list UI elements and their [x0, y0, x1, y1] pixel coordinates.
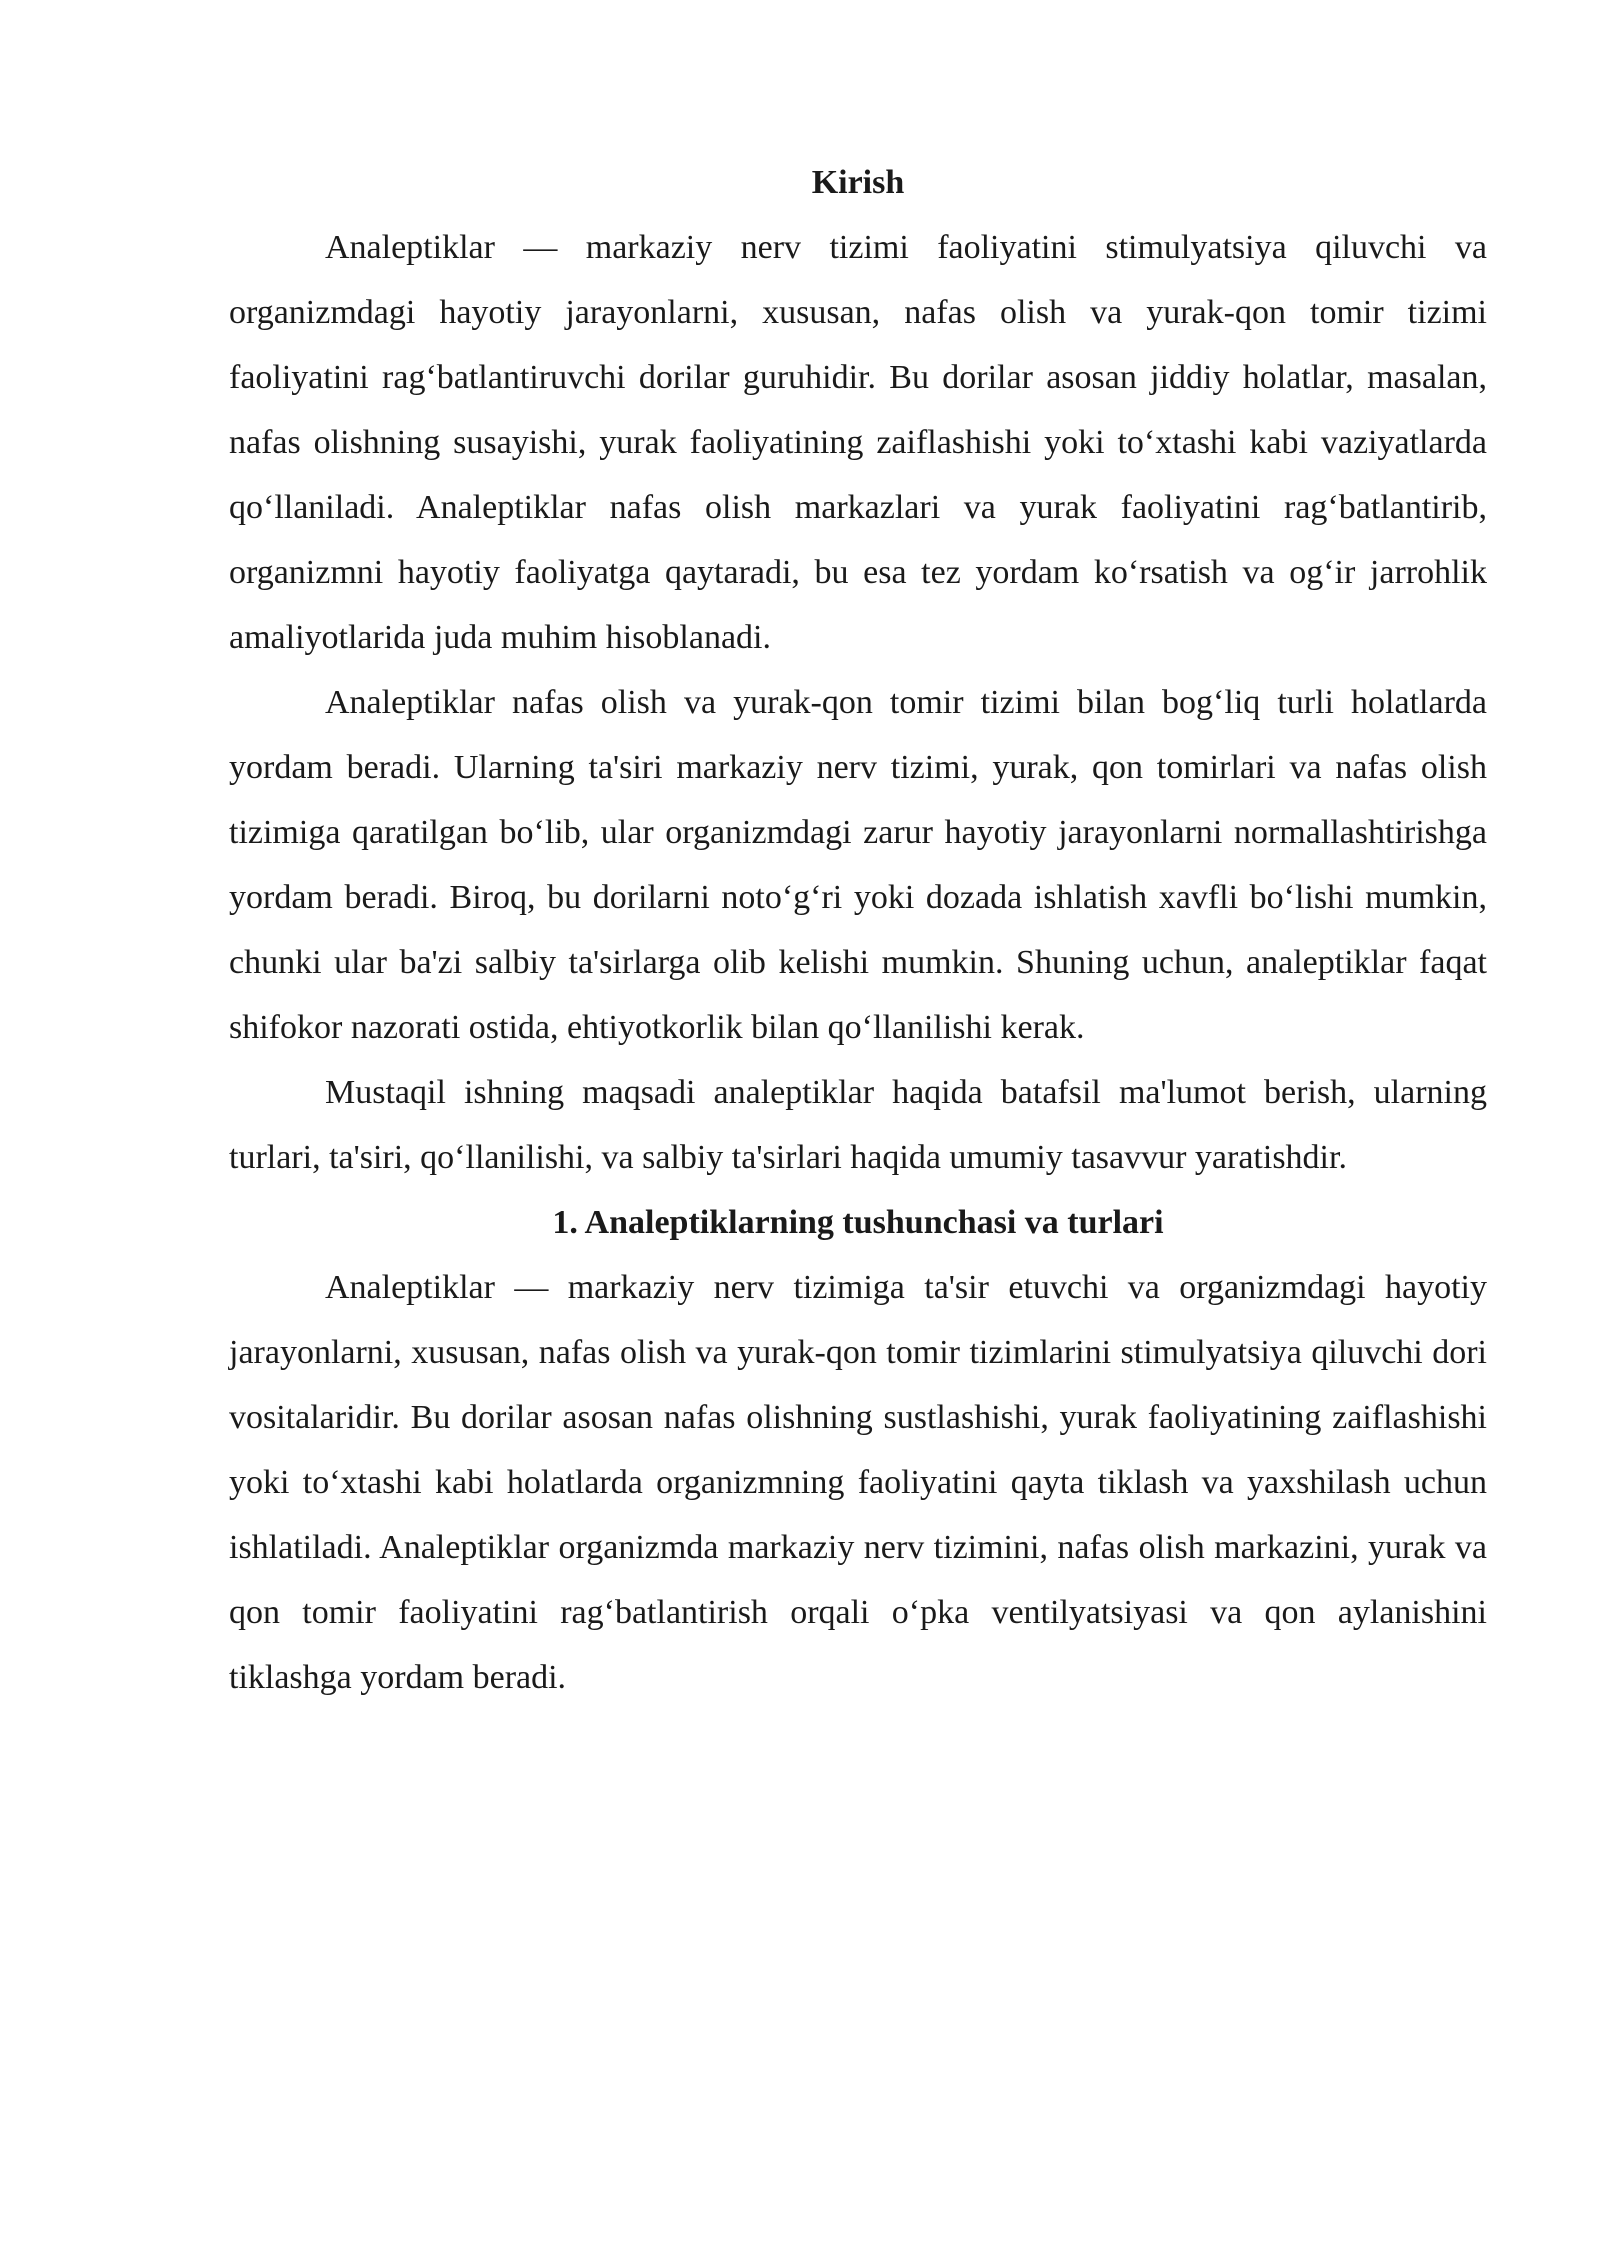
section-1-heading: 1. Analeptiklarning tushunchasi va turlari [552, 1204, 1164, 1241]
intro-paragraph: Analeptiklar nafas olish va yurak-qon tomir tizimi bilan bog‘liq turli holatlarda yordam beradi. Ularning ta'siri markaziy nerv tizimi, yurak, qon tomirlari va nafas olish tizimiga qaratilgan bo‘lib, ular organizmdagi zarur hayotiy jarayonlarni normallashtirishga yordam beradi. Biroq, bu dorilarni noto‘g‘ri yoki dozada ishlatish xavfli bo‘lishi mumkin, chunki ular ba'zi salbiy ta'sirlarga olib kelishi mumkin. Shuning uchun, analeptiklar faqat shifokor nazorati ostida, ehtiyotkorlik bilan qo‘llanilishi kerak. [229, 684, 1487, 1046]
intro-heading: Kirish [811, 164, 905, 201]
section-1-paragraph: Analeptiklar — markaziy nerv tizimiga ta'sir etuvchi va organizmdagi hayotiy jarayonlarni, xususan, nafas olish va yurak-qon tomir tizimlarini stimulyatsiya qiluvchi dori vositalaridir. Bu dorilar asosan nafas olishning sustlashishi, yurak faoliyatining zaiflashishi yoki to‘xtashi kabi holatlarda organizmning faoliyatini qayta tiklash va yaxshilash uchun ishlatiladi. Analeptiklar organizmda markaziy nerv tizimini, nafas olish markazini, yurak va qon tomir faoliyatini rag‘batlantirish orqali o‘pka ventilyatsiyasi va qon aylanishini tiklashga yordam beradi. [229, 1269, 1487, 1696]
intro-paragraph: Analeptiklar — markaziy nerv tizimi faoliyatini stimulyatsiya qiluvchi va organizmdagi hayotiy jarayonlarni, xususan, nafas olish va yurak-qon tomir tizimi faoliyatini rag‘batlantiruvchi dorilar guruhidir. Bu dorilar asosan jiddiy holatlar, masalan, nafas olishning susayishi, yurak faoliyatining zaiflashishi yoki to‘xtashi kabi vaziyatlarda qo‘llaniladi. Analeptiklar nafas olish markazlari va yurak faoliyatini rag‘batlantirib, organizmni hayotiy faoliyatga qaytaradi, bu esa tez yordam ko‘rsatish va og‘ir jarrohlik amaliyotlarida juda muhim hisoblanadi. [229, 229, 1487, 656]
intro-paragraph: Mustaqil ishning maqsadi analeptiklar haqida batafsil ma'lumot berish, ularning turlari, ta'siri, qo‘llanilishi, va salbiy ta'sirlari haqida umumiy tasavvur yaratishdir. [229, 1074, 1487, 1176]
document-page [229, 150, 1487, 1710]
